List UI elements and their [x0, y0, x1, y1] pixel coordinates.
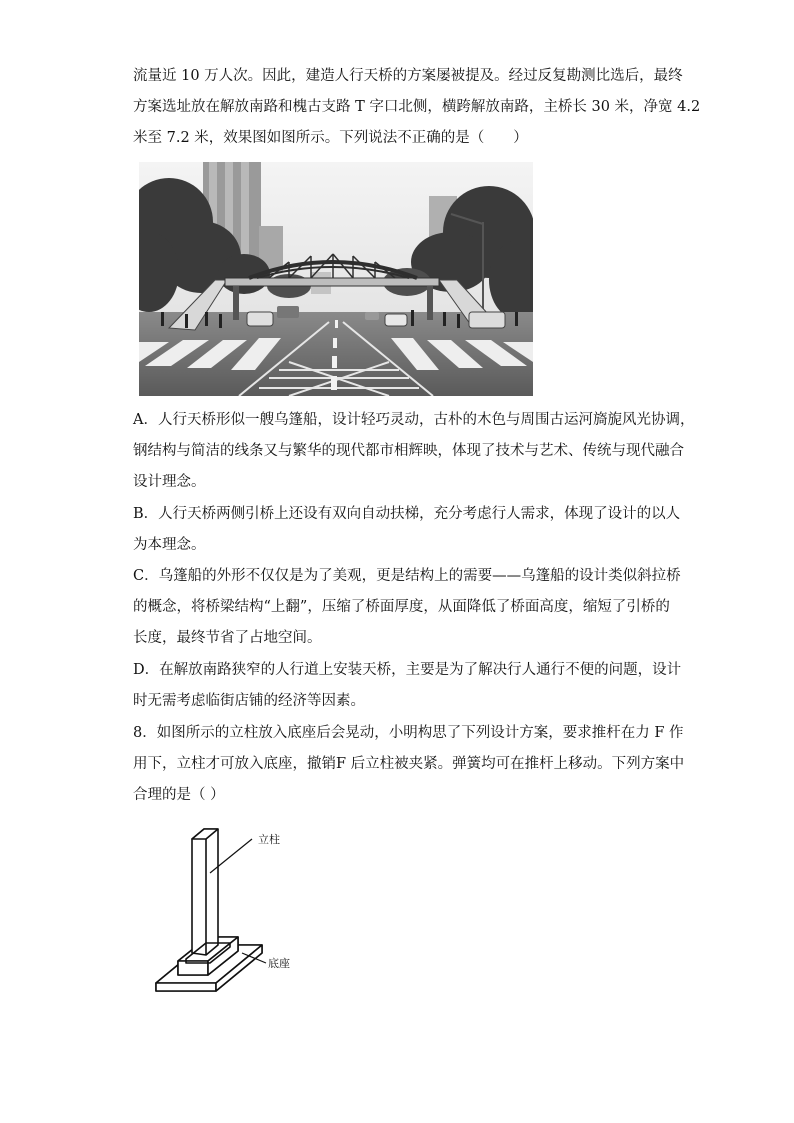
- option-d-line-2: 时无需考虑临街店铺的经济等因素。: [133, 693, 365, 709]
- question-8-line-2: 用下，立柱才可放入底座，撤销F 后立柱被夹紧。弹簧均可在推杆上移动。下列方案中: [133, 756, 685, 772]
- option-c-line-2: 的概念，将桥梁结构“上翻”，压缩了桥面厚度，从面降低了桥面高度，缩短了引桥的: [133, 599, 670, 615]
- bridge-photo: [139, 162, 533, 396]
- intro-line-1: 流量近 10 万人次。因此，建造人行天桥的方案屡被提及。经过反复勘测比选后，最终: [133, 68, 683, 84]
- intro-line-2: 方案选址放在解放南路和槐古支路 T 字口北侧，横跨解放南路，主桥长 30 米，净宽 4.2: [133, 99, 701, 115]
- option-a-line-1: A．人行天桥形似一艘乌篷船，设计轻巧灵动，古朴的木色与周围古运河旖旎风光协调，: [133, 412, 695, 428]
- intro-line-3: 米至 7.2 米，效果图如图所示。下列说法不正确的是（ ）: [133, 130, 528, 146]
- label-column: 立柱: [258, 833, 280, 846]
- option-a-line-2: 钢结构与简洁的线条又与繁华的现代都市相辉映，体现了技术与艺术、传统与现代融合: [133, 443, 684, 459]
- column-base-diagram: [150, 825, 320, 1030]
- question-8-line-3: 合理的是（ ）: [133, 787, 225, 803]
- option-b-line-1: B．人行天桥两侧引桥上还设有双向自动扶梯，充分考虑行人需求，体现了设计的以人: [133, 506, 681, 522]
- option-c-line-1: C．乌篷船的外形不仅仅是为了美观，更是结构上的需要——乌篷船的设计类似斜拉桥: [133, 568, 681, 584]
- option-c-line-3: 长度，最终节省了占地空间。: [133, 630, 322, 646]
- question-8-line-1: 8．如图所示的立柱放入底座后会晃动，小明构思了下列设计方案，要求推杆在力 F 作: [133, 725, 684, 741]
- option-d-line-1: D．在解放南路狭窄的人行道上安装天桥，主要是为了解决行人通行不便的问题，设计: [133, 662, 682, 678]
- label-base: 底座: [268, 957, 290, 970]
- option-b-line-2: 为本理念。: [133, 537, 206, 553]
- option-a-line-3: 设计理念。: [133, 474, 206, 490]
